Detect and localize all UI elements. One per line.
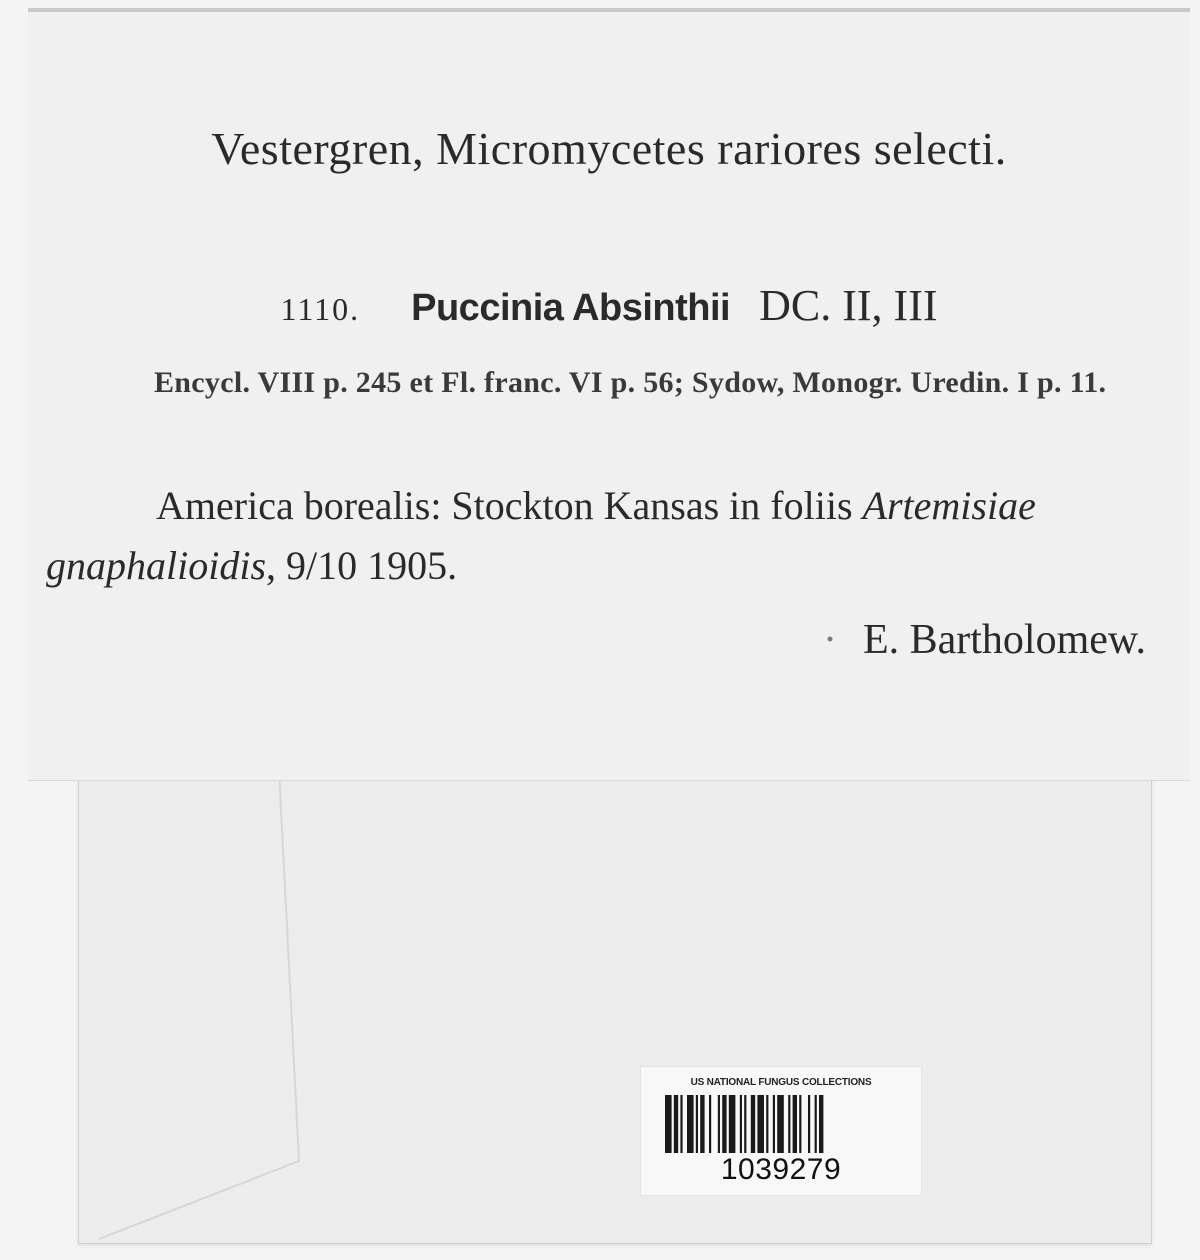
barcode-label [640,1066,922,1196]
species-authority: DC. II, III [759,281,938,330]
species-name: Puccinia Absinthii [411,287,731,329]
collector-name: E. Bartholomew. [862,617,1146,663]
barcode-icon [665,1095,897,1153]
locality-paragraph [46,476,1186,596]
barcode-institution: US NATIONAL FUNGUS COLLECTIONS [690,1077,872,1088]
locality-text: America borealis: Stockton Kansas in foliis [156,483,863,528]
envelope-fold-lines [79,741,1151,1243]
barcode-number: 1039279 [720,1153,842,1186]
collector-line [823,616,1146,664]
specimen-envelope [78,740,1152,1244]
collector-dash: · [822,617,837,663]
exsiccata-number: 1110. [280,291,361,327]
species-line [28,280,1190,331]
specimen-label [28,8,1190,780]
host-name: Artemisiae gnaphalioidis [46,483,1036,588]
collection-date: , 9/10 1905. [266,543,458,588]
exsiccata-title: Vestergren, Micromycetes rariores selecti. [211,123,1007,174]
literature-citation: Encycl. VIII p. 245 et Fl. franc. VI p. 56; Sydow, Monogr. Uredin. I p. 11. [154,366,1107,399]
